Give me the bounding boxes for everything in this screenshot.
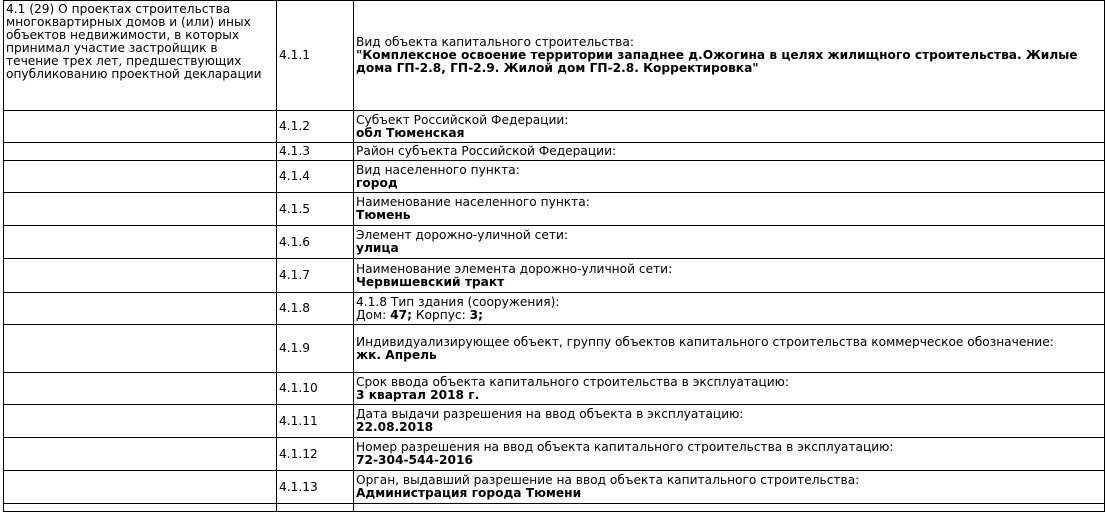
row-label: Срок ввода объекта капитального строительства в эксплуатацию: — [356, 374, 790, 389]
corp-value: 3; — [469, 307, 483, 322]
empty-cell — [4, 161, 277, 193]
table-row — [4, 193, 1105, 226]
row-content — [354, 161, 1105, 193]
row-label: Наименование элемента дорожно-уличной сети: — [356, 261, 673, 276]
row-label: Орган, выдавший разрешение на ввод объекта капитального строительства: — [356, 473, 860, 487]
row-value: жк. Апрель — [356, 347, 437, 362]
row-code: 4.1.2 — [277, 111, 354, 143]
row-code: 4.1.3 — [277, 143, 354, 161]
row-label: Индивидуализирующее объект, группу объектов капитального строительства коммерческое обозначение: — [356, 334, 1054, 349]
table-row — [4, 293, 1105, 325]
row-label: 4.1.8 Тип здания (сооружения): — [356, 294, 560, 309]
empty-cell — [4, 405, 277, 438]
empty-cell — [4, 438, 277, 471]
empty-cell — [4, 504, 277, 512]
row-label: Субъект Российской Федерации: — [356, 112, 569, 127]
row-value: город — [356, 175, 398, 190]
table-row — [4, 111, 1105, 143]
row-code: 4.1.13 — [277, 471, 354, 504]
row-value: 72-304-544-2016 — [356, 453, 473, 467]
empty-cell — [4, 259, 277, 293]
table-row — [4, 143, 1105, 161]
empty-cell — [277, 504, 354, 512]
row-code: 4.1.12 — [277, 438, 354, 471]
empty-cell — [4, 226, 277, 259]
row-content — [354, 438, 1105, 471]
building-numbers — [356, 309, 1102, 322]
table-row — [4, 1, 1105, 111]
row-value: улица — [356, 241, 399, 255]
row-label: Наименование населенного пункта: — [356, 195, 590, 209]
row-value: Тюмень — [356, 208, 411, 222]
row-code: 4.1.7 — [277, 259, 354, 293]
empty-cell — [4, 373, 277, 405]
row-content — [354, 143, 1105, 161]
row-code: 4.1.8 — [277, 293, 354, 325]
empty-cell — [4, 193, 277, 226]
row-content — [354, 259, 1105, 293]
row-code: 4.1.4 — [277, 161, 354, 193]
row-code: 4.1.6 — [277, 226, 354, 259]
row-label: Элемент дорожно-уличной сети: — [356, 228, 568, 242]
empty-cell — [4, 111, 277, 143]
empty-cell — [4, 143, 277, 161]
row-content — [354, 405, 1105, 438]
declaration-table — [3, 0, 1105, 512]
row-label: Район субъекта Российской Федерации: — [356, 144, 617, 158]
empty-cell — [4, 325, 277, 373]
row-label: Дата выдачи разрешения на ввод объекта в эксплуатацию: — [356, 407, 744, 421]
table-row — [4, 161, 1105, 193]
empty-cell — [4, 293, 277, 325]
house-label: Дом: — [356, 307, 387, 322]
row-content — [354, 325, 1105, 373]
section-title: 4.1 (29) О проектах строительства многоквартирных домов и (или) иных объектов недвижимости, в которых принимал участие застройщик в течение трех лет, предшествующих опубликованию проектной декларации — [4, 1, 277, 111]
row-value: 3 квартал 2018 г. — [356, 387, 480, 402]
row-content — [354, 111, 1105, 143]
row-label: Номер разрешения на ввод объекта капитального строительства в эксплуатацию: — [356, 440, 894, 454]
table-row — [4, 226, 1105, 259]
table-row — [4, 325, 1105, 373]
table-row — [4, 405, 1105, 438]
row-code: 4.1.10 — [277, 373, 354, 405]
row-value: 22.08.2018 — [356, 420, 434, 434]
row-content — [354, 293, 1105, 325]
row-value: обл Тюменская — [356, 125, 465, 140]
empty-cell — [354, 504, 1105, 512]
row-content — [354, 471, 1105, 504]
row-code: 4.1.11 — [277, 405, 354, 438]
row-content — [354, 226, 1105, 259]
table-row — [4, 504, 1105, 512]
row-content — [354, 373, 1105, 405]
house-value: 47; — [390, 307, 412, 322]
table-row — [4, 373, 1105, 405]
table-row — [4, 259, 1105, 293]
row-code: 4.1.1 — [277, 1, 354, 111]
table-row — [4, 471, 1105, 504]
corp-label: Корпус: — [415, 307, 466, 322]
empty-cell — [4, 471, 277, 504]
row-code: 4.1.9 — [277, 325, 354, 373]
row-label: Вид объекта капитального строительства: — [356, 35, 634, 49]
row-value: Червишевский тракт — [356, 274, 505, 289]
row-value: "Комплексное освоение территории западнее д.Ожогина в целях жилищного строительства. Жилые дома ГП-2.8, ГП-2.9. Жилой дом ГП-2.8. Корректировка" — [356, 48, 1078, 75]
row-content — [354, 193, 1105, 226]
row-content — [354, 1, 1105, 111]
row-label: Вид населенного пункта: — [356, 162, 520, 177]
table-row — [4, 438, 1105, 471]
row-code: 4.1.5 — [277, 193, 354, 226]
row-value: Администрация города Тюмени — [356, 486, 582, 500]
